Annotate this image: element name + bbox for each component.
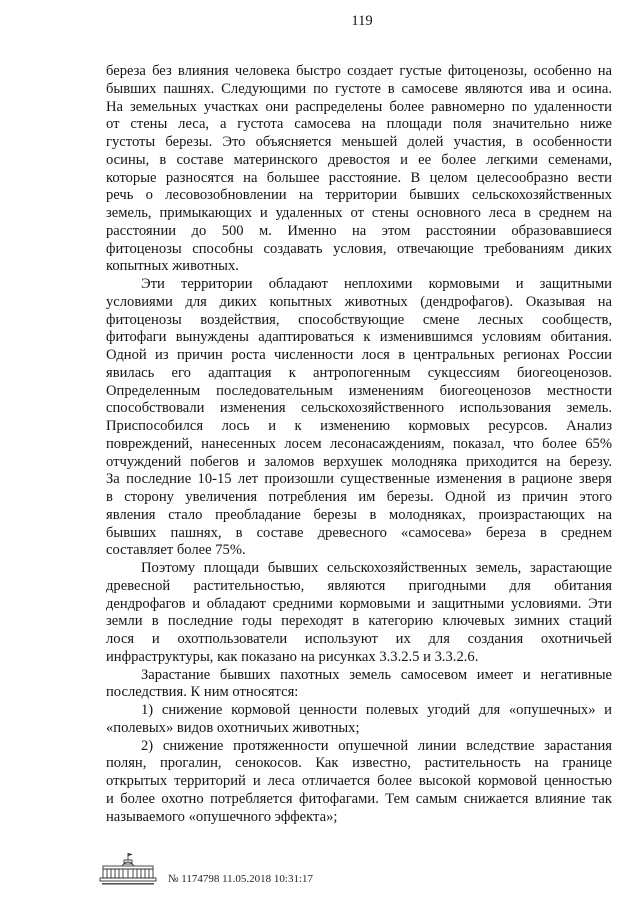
text-line: отчуждений побегов и заломов верхушек молодняка приходится на березу. bbox=[106, 453, 612, 470]
text-line: земель, примыкающих и удаленных от стены основного леса в среднем на bbox=[106, 205, 612, 221]
text-line: 2) снижение протяженности опушечной линии вследствие зарастания bbox=[141, 737, 612, 754]
text-line: составляет более 75%. bbox=[106, 542, 246, 559]
text-line: Приспособился лось и к изменению кормовых ресурсов. Анализ bbox=[106, 418, 612, 434]
text-line: 1) снижение кормовой ценности полевых угодий для «опушечных» и bbox=[141, 702, 612, 718]
paragraph bbox=[106, 560, 612, 667]
text-line: На земельных участках они распределены более равномерно по удаленности bbox=[106, 98, 612, 115]
text-line: в сторону увеличения потребления им березы. Одной из причин этого bbox=[106, 489, 612, 505]
text-line: повреждений, нанесенных лосем лесонасаждениям, показал, что более 65% bbox=[106, 435, 612, 452]
government-building-icon bbox=[98, 852, 158, 886]
text-line: которые разносятся на большее расстояние. В целом целесообразно вести bbox=[106, 169, 612, 186]
text-line: фитофаги вынуждены адаптироваться к изменившимся условиям обитания. bbox=[106, 329, 612, 346]
text-line: последствия. К ним относятся: bbox=[106, 684, 299, 701]
text-line: фитоценозы способны создавать условия, отвечающие требованиям диких bbox=[106, 240, 612, 257]
text-line: явления стало преобладание березы в молодняках, произрастающих на bbox=[106, 506, 612, 523]
text-line: бывших пашнях. Следующими по густоте в самосеве являются ива и осина. bbox=[106, 80, 612, 97]
text-line: Поэтому площади бывших сельскохозяйственных земель, зарастающие bbox=[141, 560, 612, 576]
text-line: бывших пашнях, в составе древесного «самосева» береза в среднем bbox=[106, 524, 612, 541]
text-line: копытных животных. bbox=[106, 258, 239, 275]
text-line: древесной растительностью, являются пригодными для обитания bbox=[106, 577, 612, 594]
text-line: «полевых» видов охотничьих животных; bbox=[106, 719, 360, 736]
text-line: дендрофагов и обладают средними кормовыми и защитными условиями. Эти bbox=[106, 595, 612, 612]
text-line: явилась его адаптация к антропогенным сукцессиям биогеоценозов. bbox=[106, 364, 612, 381]
text-line: осины, в составе материнского древостоя и ее более легкими семенами, bbox=[106, 151, 612, 168]
page-number: 119 bbox=[351, 13, 373, 29]
text-line: фитоценозы воздействия, способствующие смене лесных сообществ, bbox=[106, 311, 612, 328]
text-line: расстоянии до 500 м. Именно на этом расстоянии образовавшиеся bbox=[106, 222, 612, 239]
text-line: Эти территории обладают неплохими кормовыми и защитными bbox=[141, 276, 612, 292]
text-line: способствовали изменения сельскохозяйственного использования земель. bbox=[106, 400, 612, 417]
text-line: условиями для диких копытных животных (дендрофагов). Оказывая на bbox=[106, 293, 612, 310]
document-registration-stamp: № 1174798 11.05.2018 10:31:17 bbox=[168, 873, 314, 885]
text-line: открытых территорий и леса отличается более высокой кормовой ценностью bbox=[106, 773, 612, 789]
text-line: инфраструктуры, как показано на рисунках 3.3.2.5 и 3.3.2.6. bbox=[106, 648, 479, 665]
text-line: и более охотно потребляется фитофагами. Тем самым снижается влияние так bbox=[106, 790, 612, 807]
paragraph bbox=[106, 63, 612, 276]
text-line: Зарастание бывших пахотных земель самосевом имеет и негативные bbox=[141, 666, 612, 683]
text-line: речь о лесовозобновлении на территории бывших сельскохозяйственных bbox=[106, 187, 612, 204]
text-line: от стены леса, а густота самосева на площади поля значительно ниже bbox=[106, 116, 612, 133]
document-body bbox=[106, 63, 612, 826]
paragraph bbox=[106, 276, 612, 560]
paragraph bbox=[106, 702, 612, 738]
paragraph bbox=[106, 738, 612, 827]
text-line: За последние 10-15 лет произошли существенные изменения в рационе зверя bbox=[106, 471, 612, 488]
text-line: полян, прогалин, сенокосов. Как известно, растительность на границе bbox=[106, 755, 612, 772]
text-line: береза без влияния человека быстро создает густые фитоценозы, особенно на bbox=[106, 63, 612, 79]
text-line: называемого «опушечного эффекта»; bbox=[106, 808, 338, 825]
paragraph bbox=[106, 667, 612, 703]
text-line: Определенным последовательным изменениям биогеоценозов местности bbox=[106, 382, 612, 399]
text-line: Одной из причин роста численности лося в центральных регионах России bbox=[106, 347, 612, 363]
text-line: лося и охотпользователи используют их для создания охотничьей bbox=[106, 631, 612, 647]
text-line: густоты березы. Это объясняется меньшей долей участия, в особенности bbox=[106, 134, 612, 150]
text-line: земли в последние годы переходят в категорию ключевых зимних стаций bbox=[106, 613, 612, 630]
